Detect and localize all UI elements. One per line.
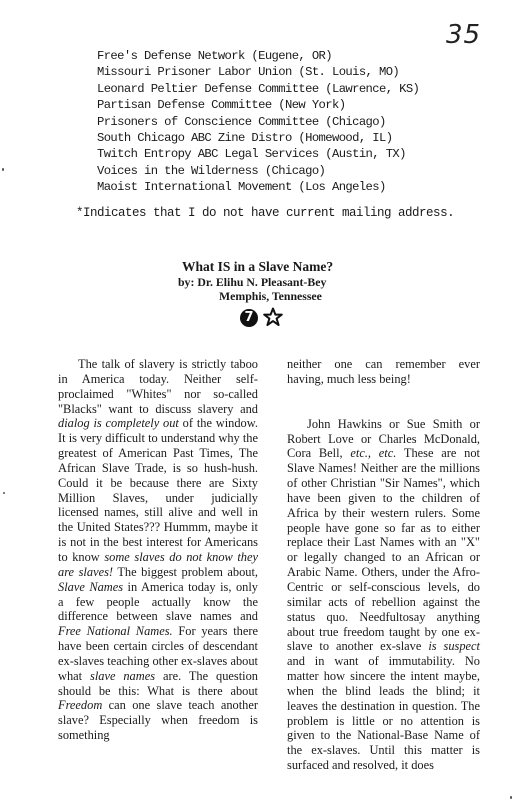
scan-mark [3,492,5,494]
footnote: *Indicates that I do not have current mailing address. [76,206,455,220]
article-left-column [58,357,258,743]
list-item: South Chicago ABC Zine Distro (Homewood, IL) [97,131,393,146]
list-item: Maoist International Movement (Los Angeles) [97,180,386,195]
scan-mark [2,168,4,171]
list-item: Prisoners of Conscience Committee (Chicago) [97,114,386,129]
article-title: What IS in a Slave Name? [182,259,334,274]
article-byline: by: Dr. Elihu N. Pleasant-Bey [178,275,327,289]
article-right-column [287,357,480,773]
list-item: Voices in the Wilderness (Chicago) [97,163,326,178]
circled-seven-symbol: 7 [240,309,258,327]
handwritten-page-number: 35 [446,20,482,50]
list-item: Free's Defense Network (Eugene, OR) [97,49,332,63]
list-item: Missouri Prisoner Labor Union (St. Louis, MO) [97,65,400,80]
star-icon [263,307,283,327]
article-location: Memphis, Tennessee [219,289,322,303]
list-item: Leonard Peltier Defense Committee (Lawrence, KS) [97,81,420,96]
article-paragraph: The talk of slavery is strictly taboo in America today. Neither self-proclaimed "Whites" nor so-called "Blacks" want to discuss slavery and dialog is completely out of the window. It is very difficult to understand why the greatest of American Past Times, The African Slave Trade, is so hush-hush. Could it be because there are Sixty Million Slaves, under judicially licensed names, still alive and well in the United States??? Hummm, maybe it is not in the best interest for Americans to know some slaves do not know they are slaves! The biggest problem about, Slave Names in America today is, only a few people actually know the difference between slave names and Free National Names. For years there have been certain circles of descendant ex-slaves teaching other ex-slaves about what slave names are. The question should be this: What is there about Freedom can one slave teach another slave? Especially when freedom is something [58,357,259,743]
list-item: Partisan Defense Committee (New York) [97,98,346,113]
article-paragraph: John Hawkins or Sue Smith or Robert Love or Charles McDonald, Cora Bell, etc., etc. These are not Slave Names! Neither are the millions of other Christian "Sir Names", which have been given to the children of Africa by their western rulers. Some people have gone so far as to either replace their Last Names with an "X" or legally changed to an African or Arabic Name. Others, under the Afro-Centric or self-conscious levels, do similar acts of rebellion against the status quo. Needfultosay anything about true freedom taught by one ex-slave to another ex-slave is suspect and in want of immutability. No matter how sincere the intent maybe, when the blind leads the blind; it leaves the destination in question. The problem is little or no attention is given to the National-Base Name of the ex-slaves. Until this matter is surfaced and resolved, it does [287,416,480,773]
list-item: Twitch Entropy ABC Legal Services (Austin, TX) [97,147,406,162]
organization-list [97,48,427,196]
article-paragraph: neither one can remember ever having, much less being! [287,357,480,386]
scan-mark [510,796,512,799]
